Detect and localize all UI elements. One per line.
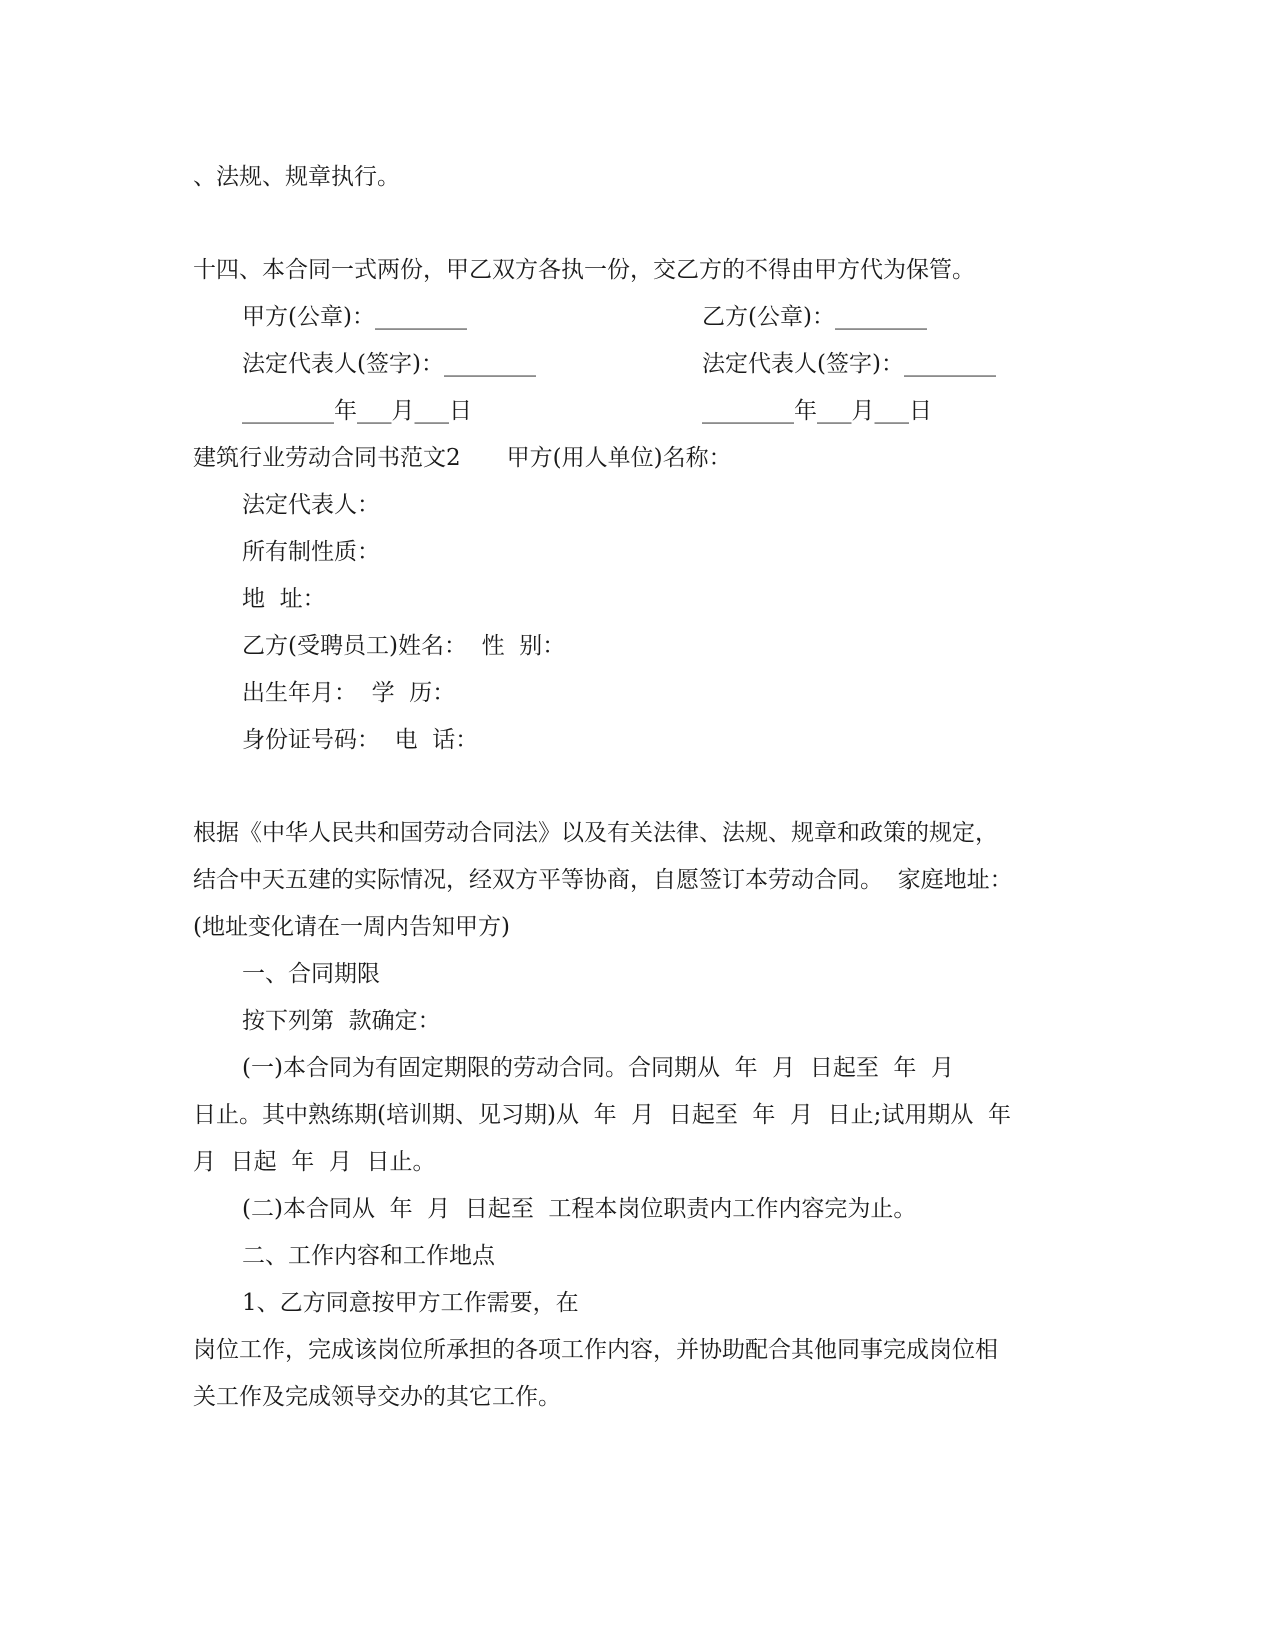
section-two-item-one-line-2: 岗位工作，完成该岗位所承担的各项工作内容，并协助配合其他同事完成岗位相 bbox=[193, 1337, 998, 1363]
section-one-intro: 按下列第 款确定： bbox=[242, 1008, 441, 1034]
section-two-item-one-line-1: 1、乙方同意按甲方工作需要，在 bbox=[242, 1290, 579, 1316]
basis-paragraph-line-3: (地址变化请在一周内告知甲方) bbox=[193, 914, 510, 940]
party-a-seal: 甲方(公章)：________ bbox=[242, 304, 467, 330]
contract-title-line: 建筑行业劳动合同书范文2 甲方(用人单位)名称： bbox=[193, 445, 732, 471]
clause-fourteen: 十四、本合同一式两份，甲乙双方各执一份，交乙方的不得由甲方代为保管。 bbox=[193, 257, 975, 283]
basis-paragraph-line-2: 结合中天五建的实际情况，经双方平等协商，自愿签订本劳动合同。 家庭地址： bbox=[193, 867, 1013, 893]
field-address: 地 址： bbox=[242, 586, 326, 612]
field-ownership: 所有制性质： bbox=[242, 539, 380, 565]
section-one-item-one-line-3: 月 日起 年 月 日止。 bbox=[193, 1149, 436, 1175]
legal-rep-signature-b: 法定代表人(签字)：________ bbox=[702, 351, 996, 377]
section-one-item-two: (二)本合同从 年 月 日起至 工程本岗位职责内工作内容完为止。 bbox=[242, 1196, 917, 1222]
legal-rep-signature-a: 法定代表人(签字)：________ bbox=[242, 351, 536, 377]
signing-date-b: ________年___月___日 bbox=[702, 398, 932, 424]
basis-paragraph-line-1: 根据《中华人民共和国劳动合同法》以及有关法律、法规、规章和政策的规定， bbox=[193, 820, 998, 846]
section-two-title: 二、工作内容和工作地点 bbox=[242, 1243, 495, 1269]
field-legal-rep: 法定代表人： bbox=[242, 492, 380, 518]
field-birth-education: 出生年月： 学 历： bbox=[242, 680, 456, 706]
section-two-item-one-line-3: 关工作及完成领导交办的其它工作。 bbox=[193, 1384, 561, 1410]
section-one-title: 一、合同期限 bbox=[242, 961, 380, 987]
section-one-item-one-line-1: (一)本合同为有固定期限的劳动合同。合同期从 年 月 日起至 年 月 bbox=[242, 1055, 955, 1081]
paragraph-continuation: 、法规、规章执行。 bbox=[193, 164, 400, 190]
section-one-item-one-line-2: 日止。其中熟练期(培训期、见习期)从 年 月 日起至 年 月 日止;试用期从 年 bbox=[193, 1102, 1012, 1128]
signing-date-a: ________年___月___日 bbox=[242, 398, 472, 424]
field-party-b-name-gender: 乙方(受聘员工)姓名： 性 别： bbox=[242, 633, 566, 659]
field-id-phone: 身份证号码： 电 话： bbox=[242, 727, 479, 753]
party-b-seal: 乙方(公章)：________ bbox=[702, 304, 927, 330]
